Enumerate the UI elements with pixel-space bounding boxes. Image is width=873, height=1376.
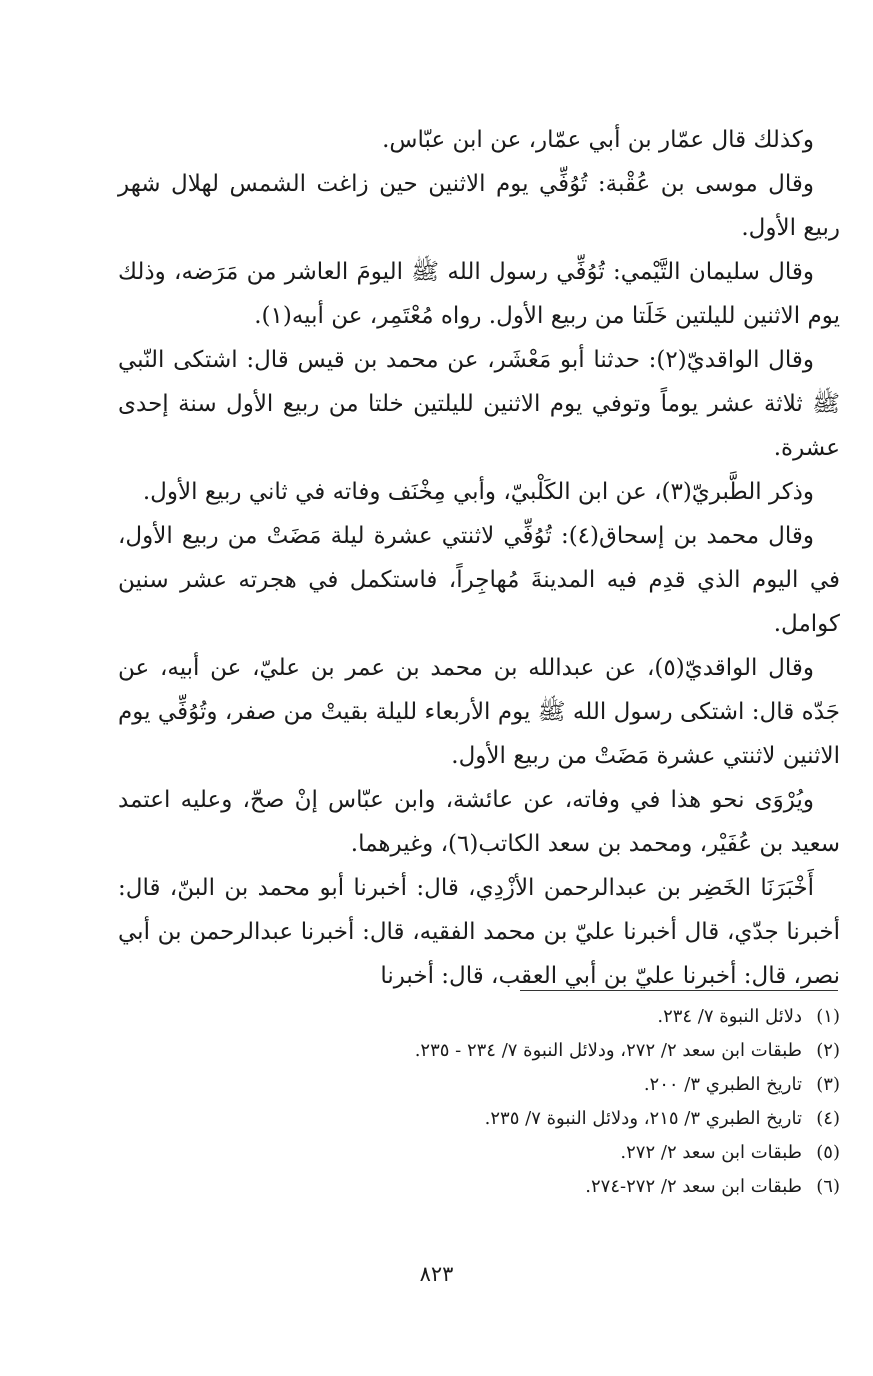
footnote-number: (٦)	[816, 1176, 840, 1197]
footnote-number: (١)	[816, 1006, 840, 1027]
footnote-text: طبقات ابن سعد ٢/ ٢٧٢.	[620, 1142, 802, 1163]
paragraph: وذكر الطَّبريّ(٣)، عن ابن الكَلْبيّ، وأبي مِخْنَف وفاته في ثاني ربيع الأول.	[142, 479, 814, 505]
paragraph: وقال الواقديّ(٢): حدثنا أبو مَعْشَر، عن محمد بن قيس قال: اشتكى النّبي ﷺ ثلاثة عشر يوماً وتوفي يوم الاثنين لليلتين خلتا من ربيع الأول سنة إحدى عشرة.	[118, 347, 840, 461]
footnote-text: تاريخ الطبري ٣/ ٢١٥، ودلائل النبوة ٧/ ٢٣٥.	[484, 1108, 802, 1129]
paragraph: وقال سليمان التَّيْمي: تُوُفِّي رسول الله ﷺ اليومَ العاشر من مَرَضه، وذلك يوم الاثنين لليلتين خَلَتا من ربيع الأول. رواه مُعْتَمِر، عن أبيه(١).	[118, 259, 840, 329]
paragraph: أَخْبَرَنَا الخَضِر بن عبدالرحمن الأزْدِي، قال: أخبرنا أبو محمد بن البنّ، قال: أخبرنا جدّي، قال أخبرنا عليّ بن محمد الفقيه، قال: أخبرنا عبدالرحمن بن أبي نصر، قال: أخبرنا عليّ بن أبي العقب، قال: أخبرنا	[118, 875, 840, 989]
footnote	[240, 1102, 840, 1136]
footnote-number: (٣)	[816, 1074, 840, 1095]
paragraph: وقال موسى بن عُقْبة: تُوُفِّي يوم الاثنين حين زاغت الشمس لهلال شهر ربيع الأول.	[118, 171, 840, 241]
page-number: ٨٢٣	[419, 1262, 454, 1286]
footnote-text: طبقات ابن سعد ٢/ ٢٧٢، ودلائل النبوة ٧/ ٢٣٤ - ٢٣٥.	[414, 1040, 802, 1061]
footnote	[240, 1000, 840, 1034]
footnote	[240, 1136, 840, 1170]
footnote	[240, 1034, 840, 1068]
footnote-number: (٥)	[816, 1142, 840, 1163]
main-text	[118, 118, 840, 998]
footnote	[240, 1068, 840, 1102]
paragraph: وكذلك قال عمّار بن أبي عمّار، عن ابن عبّاس.	[382, 127, 814, 153]
footnote-text: طبقات ابن سعد ٢/ ٢٧٢-٢٧٤.	[585, 1176, 802, 1197]
footnote-number: (٤)	[816, 1108, 840, 1129]
paragraph: وقال الواقديّ(٥)، عن عبدالله بن محمد بن عمر بن عليّ، عن أبيه، عن جَدّه قال: اشتكى رسول الله ﷺ يوم الأربعاء لليلة بقيتْ من صفر، وتُوُفِّي يوم الاثنين لاثنتي عشرة مَضَتْ من ربيع الأول.	[118, 655, 840, 769]
footnote-text: تاريخ الطبري ٣/ ٢٠٠.	[643, 1074, 802, 1095]
paragraph: ويُرْوَى نحو هذا في وفاته، عن عائشة، وابن عبّاس إنْ صحّ، وعليه اعتمد سعيد بن عُفَيْر، ومحمد بن سعد الكاتب(٦)، وغيرهما.	[118, 787, 840, 857]
footnote-number: (٢)	[816, 1040, 840, 1061]
footnotes	[240, 1000, 840, 1204]
footnote-text: دلائل النبوة ٧/ ٢٣٤.	[657, 1006, 802, 1027]
paragraph: وقال محمد بن إسحاق(٤): تُوُفِّي لاثنتي عشرة ليلة مَضَتْ من ربيع الأول، في اليوم الذي قدِم فيه المدينةَ مُهاجِراً، فاستكمل في هجرته عشر سنين كوامل.	[118, 523, 840, 637]
footnote	[240, 1170, 840, 1204]
footnote-separator	[520, 990, 838, 991]
